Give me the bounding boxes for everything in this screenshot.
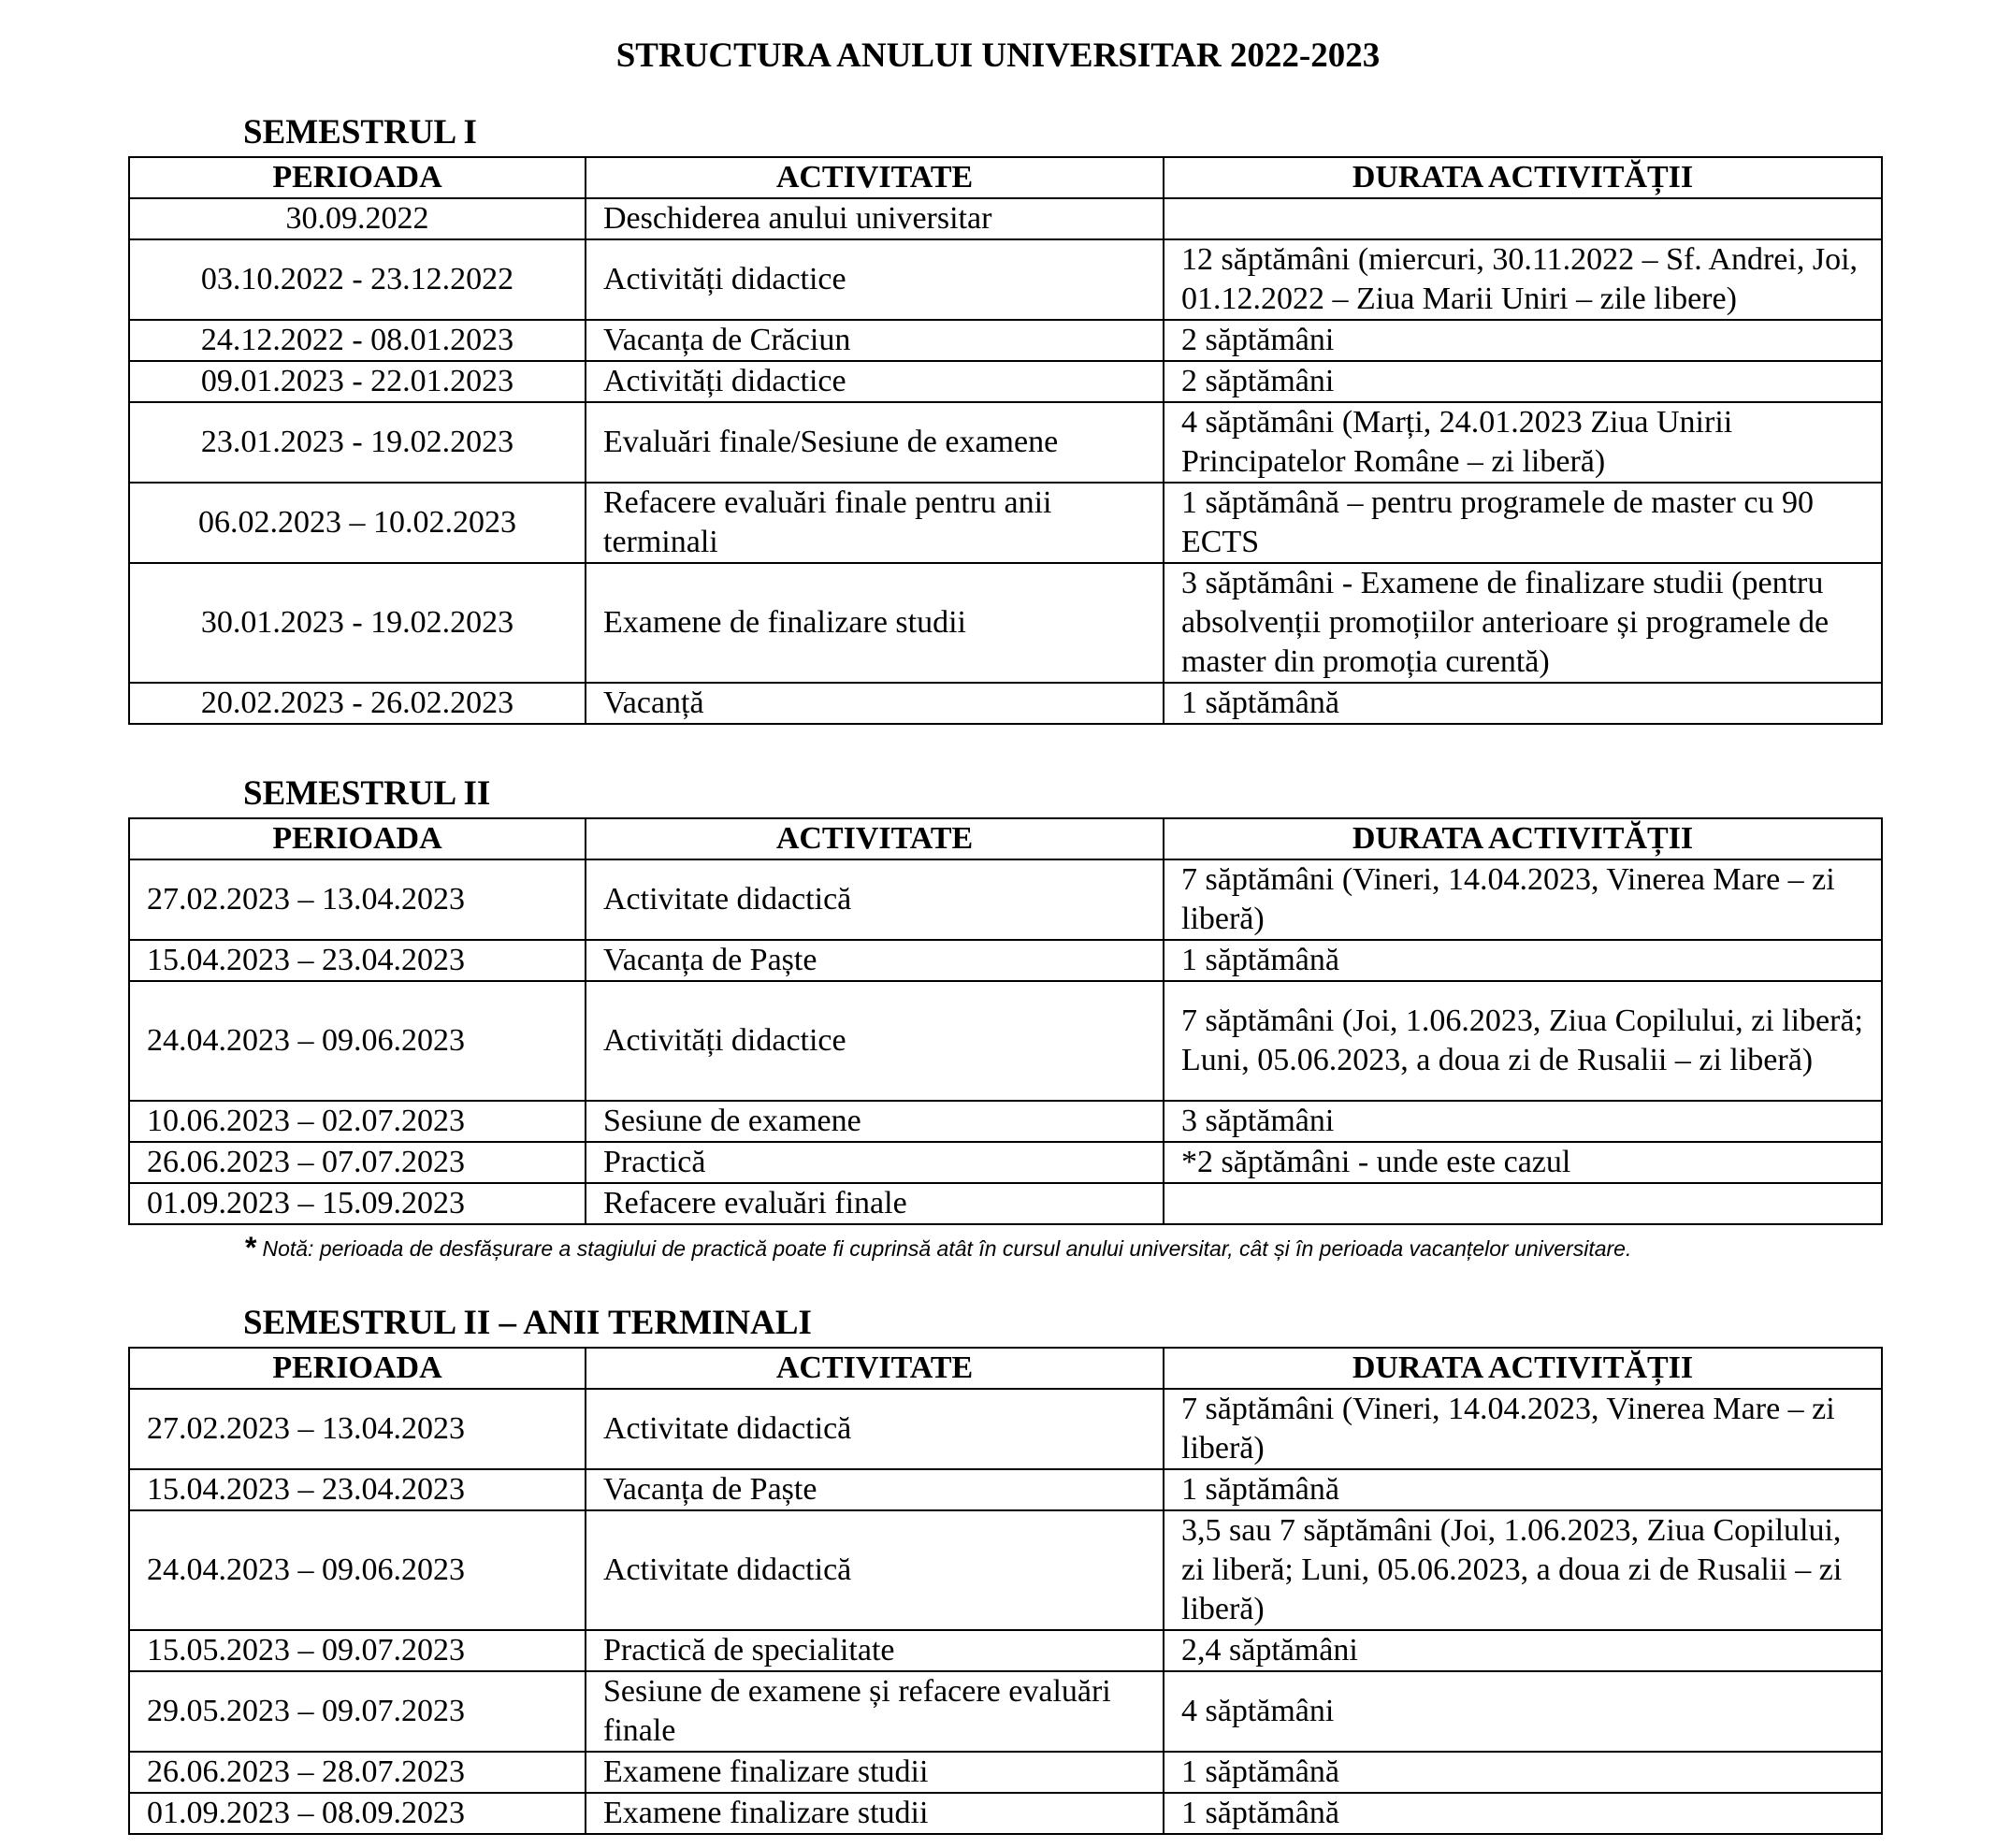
footnote-marker: *	[245, 1231, 257, 1264]
cell-period: 26.06.2023 – 28.07.2023	[129, 1752, 586, 1793]
table-row	[129, 1389, 1882, 1469]
table-row	[129, 402, 1882, 483]
table-row	[129, 320, 1882, 361]
header-period: PERIOADA	[129, 818, 586, 859]
semester-2-table	[128, 817, 1883, 1225]
table-row	[129, 483, 1882, 563]
header-duration: DURATA ACTIVITĂȚII	[1164, 1348, 1882, 1389]
header-activity: ACTIVITATE	[586, 157, 1164, 198]
cell-period: 30.01.2023 - 19.02.2023	[129, 563, 586, 683]
cell-duration: 1 săptămână	[1164, 683, 1882, 724]
table-header-row	[129, 1348, 1882, 1389]
table-row	[129, 1630, 1882, 1671]
table-row	[129, 198, 1882, 239]
table-row	[129, 1469, 1882, 1510]
table-header-row	[129, 157, 1882, 198]
cell-duration: 7 săptămâni (Vineri, 14.04.2023, Vinerea Mare – zi liberă)	[1164, 1389, 1882, 1469]
cell-duration: 1 săptămână – pentru programele de master cu 90 ECTS	[1164, 483, 1882, 563]
cell-activity: Activități didactice	[586, 981, 1164, 1101]
cell-activity: Activitate didactică	[586, 1389, 1164, 1469]
header-duration: DURATA ACTIVITĂȚII	[1164, 157, 1882, 198]
table-row	[129, 1142, 1882, 1183]
cell-period: 27.02.2023 – 13.04.2023	[129, 859, 586, 940]
cell-activity: Practică de specialitate	[586, 1630, 1164, 1671]
cell-period: 24.04.2023 – 09.06.2023	[129, 1510, 586, 1630]
cell-period: 20.02.2023 - 26.02.2023	[129, 683, 586, 724]
cell-activity: Refacere evaluări finale pentru anii terminali	[586, 483, 1164, 563]
cell-duration: 2 săptămâni	[1164, 320, 1882, 361]
cell-activity: Evaluări finale/Sesiune de examene	[586, 402, 1164, 483]
cell-period: 15.04.2023 – 23.04.2023	[129, 1469, 586, 1510]
table-row	[129, 940, 1882, 981]
cell-period: 01.09.2023 – 15.09.2023	[129, 1183, 586, 1224]
cell-duration: 1 săptămână	[1164, 940, 1882, 981]
cell-duration	[1164, 1183, 1882, 1224]
table-row	[129, 1793, 1882, 1834]
cell-duration: 1 săptămână	[1164, 1469, 1882, 1510]
cell-period: 15.05.2023 – 09.07.2023	[129, 1630, 586, 1671]
cell-activity: Examene finalizare studii	[586, 1793, 1164, 1834]
cell-activity: Activități didactice	[586, 361, 1164, 402]
cell-activity: Examene finalizare studii	[586, 1752, 1164, 1793]
cell-duration: 2,4 săptămâni	[1164, 1630, 1882, 1671]
cell-activity: Sesiune de examene	[586, 1101, 1164, 1142]
cell-duration: 3 săptămâni - Examene de finalizare studii (pentru absolvenții promoțiilor anterioare și programele de master din promoția curentă)	[1164, 563, 1882, 683]
cell-duration: 2 săptămâni	[1164, 361, 1882, 402]
cell-activity: Refacere evaluări finale	[586, 1183, 1164, 1224]
cell-duration: 7 săptămâni (Joi, 1.06.2023, Ziua Copilului, zi liberă; Luni, 05.06.2023, a doua zi de Rusalii – zi liberă)	[1164, 981, 1882, 1101]
cell-period: 24.04.2023 – 09.06.2023	[129, 981, 586, 1101]
cell-duration: 3,5 sau 7 săptămâni (Joi, 1.06.2023, Ziua Copilului, zi liberă; Luni, 05.06.2023, a doua zi de Rusalii – zi liberă)	[1164, 1510, 1882, 1630]
cell-activity: Vacanța de Paște	[586, 940, 1164, 981]
header-activity: ACTIVITATE	[586, 818, 1164, 859]
cell-duration: 1 săptămână	[1164, 1793, 1882, 1834]
table-row	[129, 1183, 1882, 1224]
cell-activity: Sesiune de examene și refacere evaluări finale	[586, 1671, 1164, 1752]
cell-period: 10.06.2023 – 02.07.2023	[129, 1101, 586, 1142]
cell-activity: Activitate didactică	[586, 859, 1164, 940]
cell-period: 01.09.2023 – 08.09.2023	[129, 1793, 586, 1834]
header-period: PERIOADA	[129, 157, 586, 198]
cell-activity: Vacanța de Paște	[586, 1469, 1164, 1510]
cell-duration: 4 săptămâni	[1164, 1671, 1882, 1752]
cell-duration: 3 săptămâni	[1164, 1101, 1882, 1142]
cell-period: 15.04.2023 – 23.04.2023	[129, 940, 586, 981]
cell-activity: Practică	[586, 1142, 1164, 1183]
cell-duration	[1164, 198, 1882, 239]
cell-period: 27.02.2023 – 13.04.2023	[129, 1389, 586, 1469]
table-row	[129, 981, 1882, 1101]
section-title-semester-1: SEMESTRUL I	[243, 113, 477, 152]
section-title-semester-2-final-years: SEMESTRUL II – ANII TERMINALI	[243, 1304, 812, 1342]
header-period: PERIOADA	[129, 1348, 586, 1389]
cell-activity: Activități didactice	[586, 239, 1164, 320]
cell-duration: 4 săptămâni (Marți, 24.01.2023 Ziua Unirii Principatelor Române – zi liberă)	[1164, 402, 1882, 483]
cell-activity: Activitate didactică	[586, 1510, 1164, 1630]
cell-period: 26.06.2023 – 07.07.2023	[129, 1142, 586, 1183]
table-row	[129, 1101, 1882, 1142]
semester-1-table	[128, 156, 1883, 725]
header-activity: ACTIVITATE	[586, 1348, 1164, 1389]
cell-duration: 12 săptămâni (miercuri, 30.11.2022 – Sf. Andrei, Joi, 01.12.2022 – Ziua Marii Uniri – zile libere)	[1164, 239, 1882, 320]
table-row	[129, 859, 1882, 940]
table-row	[129, 563, 1882, 683]
cell-period: 30.09.2022	[129, 198, 586, 239]
cell-period: 24.12.2022 - 08.01.2023	[129, 320, 586, 361]
cell-period: 09.01.2023 - 22.01.2023	[129, 361, 586, 402]
section-title-semester-2: SEMESTRUL II	[243, 774, 491, 813]
cell-duration: 1 săptămână	[1164, 1752, 1882, 1793]
table-row	[129, 683, 1882, 724]
cell-period: 23.01.2023 - 19.02.2023	[129, 402, 586, 483]
cell-duration: 7 săptămâni (Vineri, 14.04.2023, Vinerea Mare – zi liberă)	[1164, 859, 1882, 940]
table-header-row	[129, 818, 1882, 859]
semester-2-final-years-table	[128, 1347, 1883, 1835]
cell-activity: Vacanță	[586, 683, 1164, 724]
table-row	[129, 1671, 1882, 1752]
page-title: STRUCTURA ANULUI UNIVERSITAR 2022-2023	[615, 36, 1381, 75]
cell-period: 03.10.2022 - 23.12.2022	[129, 239, 586, 320]
cell-period: 06.02.2023 – 10.02.2023	[129, 483, 586, 563]
header-duration: DURATA ACTIVITĂȚII	[1164, 818, 1882, 859]
table-row	[129, 361, 1882, 402]
cell-activity: Examene de finalizare studii	[586, 563, 1164, 683]
cell-period: 29.05.2023 – 09.07.2023	[129, 1671, 586, 1752]
footnote-text: Notă: perioada de desfășurare a stagiului de practică poate fi cuprinsă atât în cursul anului universitar, cât și în perioada vacanțelor universitare.	[262, 1236, 1632, 1261]
cell-activity: Vacanța de Crăciun	[586, 320, 1164, 361]
footnote	[245, 1231, 1631, 1265]
table-row	[129, 1752, 1882, 1793]
cell-activity: Deschiderea anului universitar	[586, 198, 1164, 239]
cell-duration: *2 săptămâni - unde este cazul	[1164, 1142, 1882, 1183]
table-row	[129, 239, 1882, 320]
table-row	[129, 1510, 1882, 1630]
